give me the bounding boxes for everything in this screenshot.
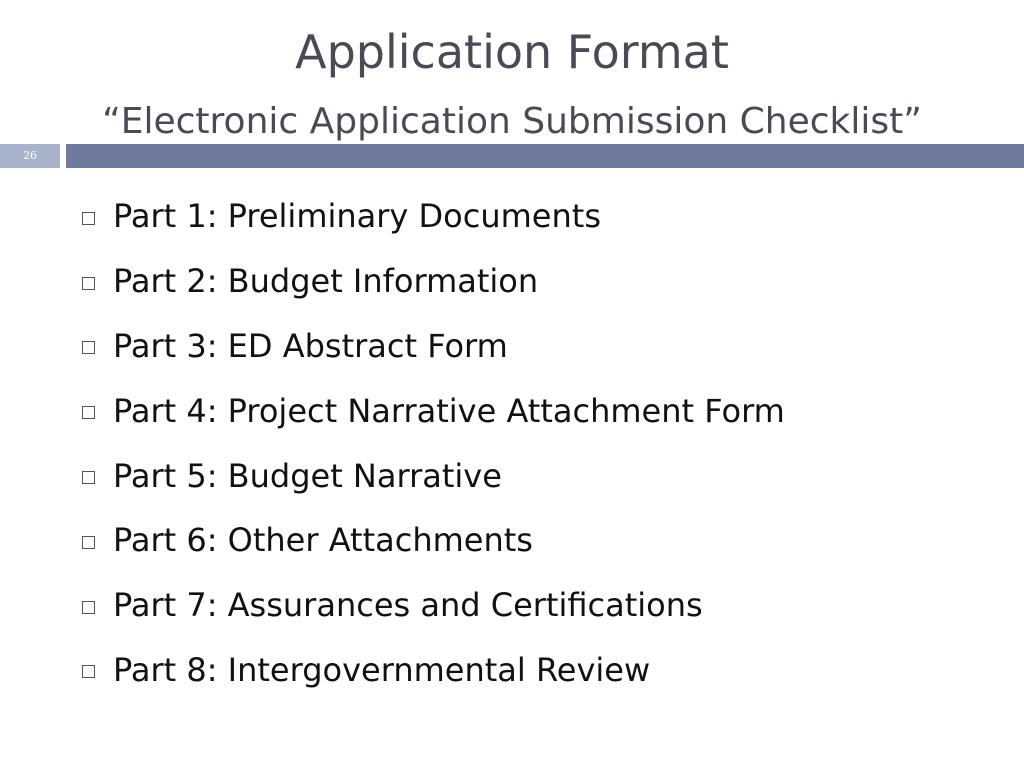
checklist-item-label: Part 4: Project Narrative Attachment Form — [113, 391, 785, 430]
checklist-item — [82, 184, 785, 249]
slide-subtitle: “Electronic Application Submission Checklist” — [102, 101, 922, 142]
checklist-item-label: Part 5: Budget Narrative — [113, 456, 502, 495]
square-bullet-icon — [82, 471, 95, 484]
checklist-item-label: Part 8: Intergovernmental Review — [113, 650, 651, 689]
square-bullet-icon — [82, 665, 95, 678]
square-bullet-icon — [82, 277, 95, 290]
checklist-item — [82, 249, 785, 314]
checklist-item — [82, 378, 785, 443]
checklist-item — [82, 638, 785, 703]
slide-title: Application Format — [295, 25, 729, 79]
checklist-item-label: Part 1: Preliminary Documents — [113, 197, 601, 236]
checklist-item-label: Part 7: Assurances and Certifications — [113, 586, 703, 625]
title-divider-bar — [66, 144, 1024, 168]
checklist — [82, 184, 785, 702]
checklist-item — [82, 508, 785, 573]
square-bullet-icon — [82, 406, 95, 419]
square-bullet-icon — [82, 212, 95, 225]
checklist-item-label: Part 2: Budget Information — [113, 262, 539, 301]
slide-number: 26 — [23, 149, 37, 162]
square-bullet-icon — [82, 601, 95, 614]
square-bullet-icon — [82, 341, 95, 354]
checklist-item — [82, 573, 785, 638]
checklist-item — [82, 314, 785, 379]
checklist-item — [82, 443, 785, 508]
checklist-item-label: Part 3: ED Abstract Form — [113, 326, 508, 365]
square-bullet-icon — [82, 536, 95, 549]
checklist-item-label: Part 6: Other Attachments — [113, 521, 533, 560]
